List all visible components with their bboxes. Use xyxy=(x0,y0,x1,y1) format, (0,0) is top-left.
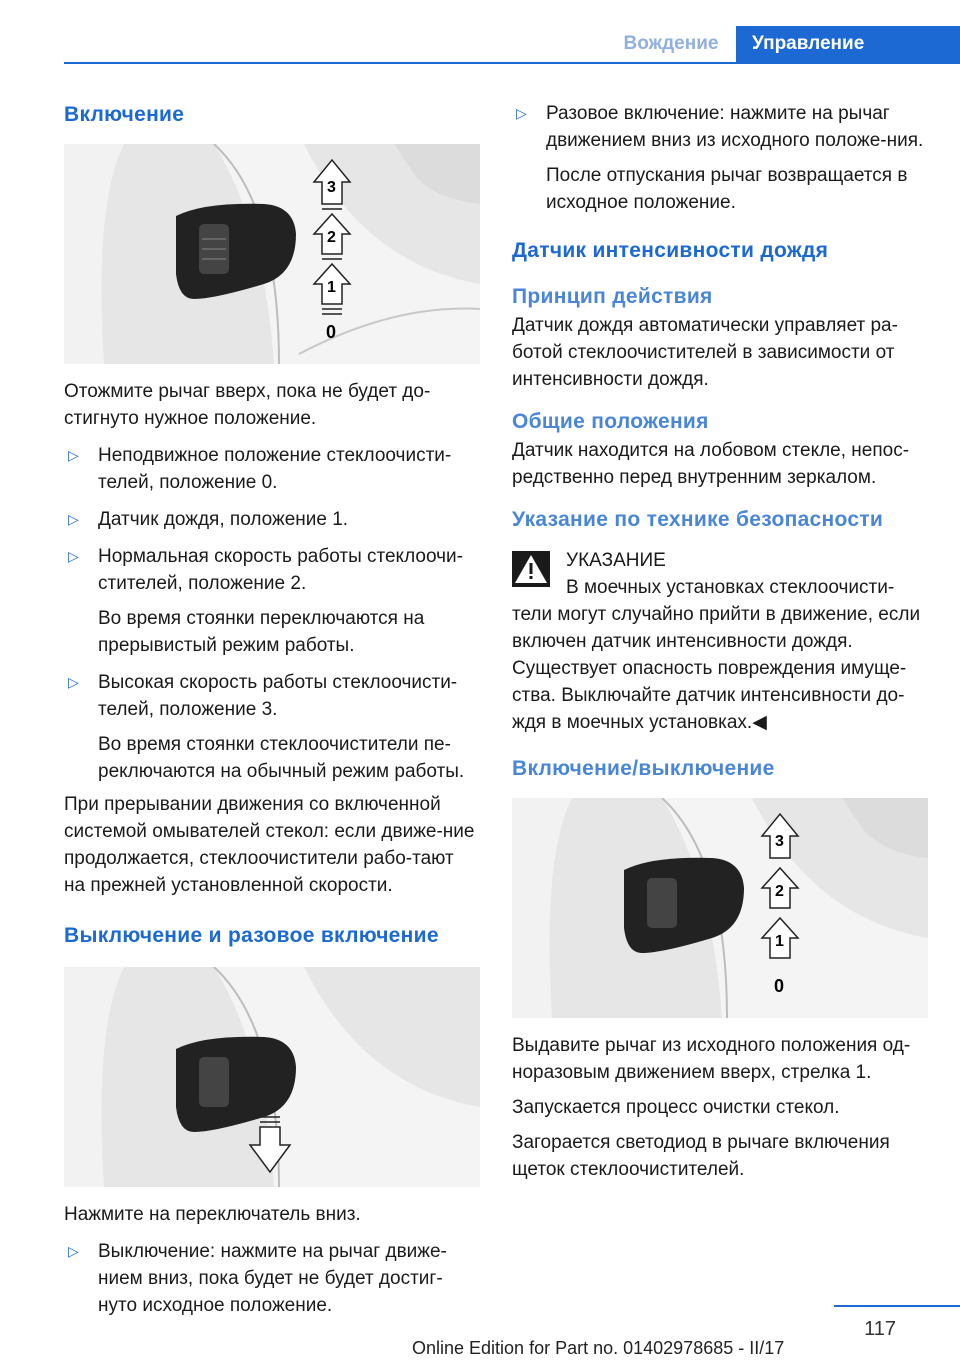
bullet-triangle-icon: ▷ xyxy=(68,511,79,527)
note-normal-speed: Во время стоянки переключаются на прерывистый режим работы. xyxy=(98,608,425,656)
list-item-single-wipe: ▷ Разовое включение: нажмите на рычаг движением вниз из исходного положе-ния. После отпускания рычаг возвращается в исходное положение. xyxy=(512,100,928,216)
warning-text: тели могут случайно прийти в движение, если включен датчик интенсивности дождя. Существует опасность повреждения имуще-ства. Выключайте датчик интенсивности до-ждя в моечных установках.◀ xyxy=(512,604,921,733)
position-0-label: 0 xyxy=(774,976,785,996)
heading-on-off: Включение/выключение xyxy=(512,757,775,780)
heading-rain-sensor: Датчик интенсивности дождя xyxy=(512,239,829,262)
list-item-rest: ▷ Неподвижное положение стеклоочисти-телей, положение 0. xyxy=(64,442,480,496)
tab-control[interactable]: Управление xyxy=(736,26,960,62)
header-bar xyxy=(64,26,960,64)
edition-note: Online Edition for Part no. 01402978685 - II/17 xyxy=(412,1338,785,1358)
footer-rule xyxy=(834,1305,960,1307)
text-push-up: Отожмите рычаг вверх, пока не будет до-стигнуто нужное положение. xyxy=(64,381,431,429)
list-item-normal-speed: ▷ Нормальная скорость работы стеклоочи-стителей, положение 2. Во время стоянки переключаются на прерывистый режим работы. xyxy=(64,543,480,659)
position-0-label: 0 xyxy=(326,322,337,342)
position-2-label: 2 xyxy=(327,229,336,246)
bullet-triangle-icon: ▷ xyxy=(516,105,527,121)
text-interrupt: При прерывании движения со включенной системой омывателей стекол: если движе-ние продолжается, стеклоочистители рабо-тают на прежней установленной скорости. xyxy=(64,794,475,896)
position-3-label: 3 xyxy=(775,833,784,850)
lever-up-illustration xyxy=(64,144,480,364)
position-3-label: 3 xyxy=(327,179,336,196)
list-item-high-speed: ▷ Высокая скорость работы стеклоочисти-телей, положение 3. Во время стоянки стеклоочистители пе-реключаются на обычный режим работы. xyxy=(64,669,480,785)
position-1-label: 1 xyxy=(775,933,784,950)
heading-principle: Принцип действия xyxy=(512,285,713,308)
page-number: 117 xyxy=(864,1318,896,1340)
list-item-rain-sensor: ▷ Датчик дождя, положение 1. xyxy=(64,506,480,533)
text-led: Загорается светодиод в рычаге включения щеток стеклоочистителей. xyxy=(512,1132,890,1180)
heading-safety: Указание по технике безопасности xyxy=(512,508,884,531)
bullet-triangle-icon: ▷ xyxy=(68,674,79,690)
position-1-label: 1 xyxy=(327,279,336,296)
heading-general: Общие положения xyxy=(512,410,709,433)
text-cleaning-start: Запускается процесс очистки стекол. xyxy=(512,1097,840,1118)
warning-title: УКАЗАНИЕ xyxy=(566,550,666,571)
lever-down-illustration xyxy=(64,967,480,1187)
right-column xyxy=(512,100,928,1183)
note-high-speed: Во время стоянки стеклоочистители пе-реключаются на обычный режим работы. xyxy=(98,734,465,782)
heading-switch-off: Выключение и разовое включение xyxy=(64,924,439,947)
list-item-switch-off: ▷ Выключение: нажмите на рычаг движе-нием вниз, пока будет не будет достиг-нуто исходное положение. xyxy=(64,1238,480,1319)
lever-up-illustration-2 xyxy=(512,798,928,1018)
tab-driving[interactable]: Вождение xyxy=(623,33,719,54)
warning-triangle-icon xyxy=(512,551,550,587)
warning-first-line: В моечных установках стеклоочисти- xyxy=(566,577,895,598)
text-general: Датчик находится на лобовом стекле, непос-редственно перед внутренним зеркалом. xyxy=(512,440,910,488)
text-push-down: Нажмите на переключатель вниз. xyxy=(64,1204,361,1225)
left-column xyxy=(64,100,480,1319)
heading-switch-on: Включение xyxy=(64,103,185,126)
text-principle: Датчик дождя автоматически управляет ра-ботой стеклоочистителей в зависимости от интенсивности дождя. xyxy=(512,315,898,390)
warning-block xyxy=(512,547,928,601)
position-2-label: 2 xyxy=(775,883,784,900)
bullet-triangle-icon: ▷ xyxy=(68,447,79,463)
text-press-out: Выдавите рычаг из исходного положения од-норазовым движением вверх, стрелка 1. xyxy=(512,1035,911,1083)
note-single-wipe: После отпускания рычаг возвращается в исходное положение. xyxy=(546,165,908,213)
bullet-triangle-icon: ▷ xyxy=(68,548,79,564)
bullet-triangle-icon: ▷ xyxy=(68,1243,79,1259)
